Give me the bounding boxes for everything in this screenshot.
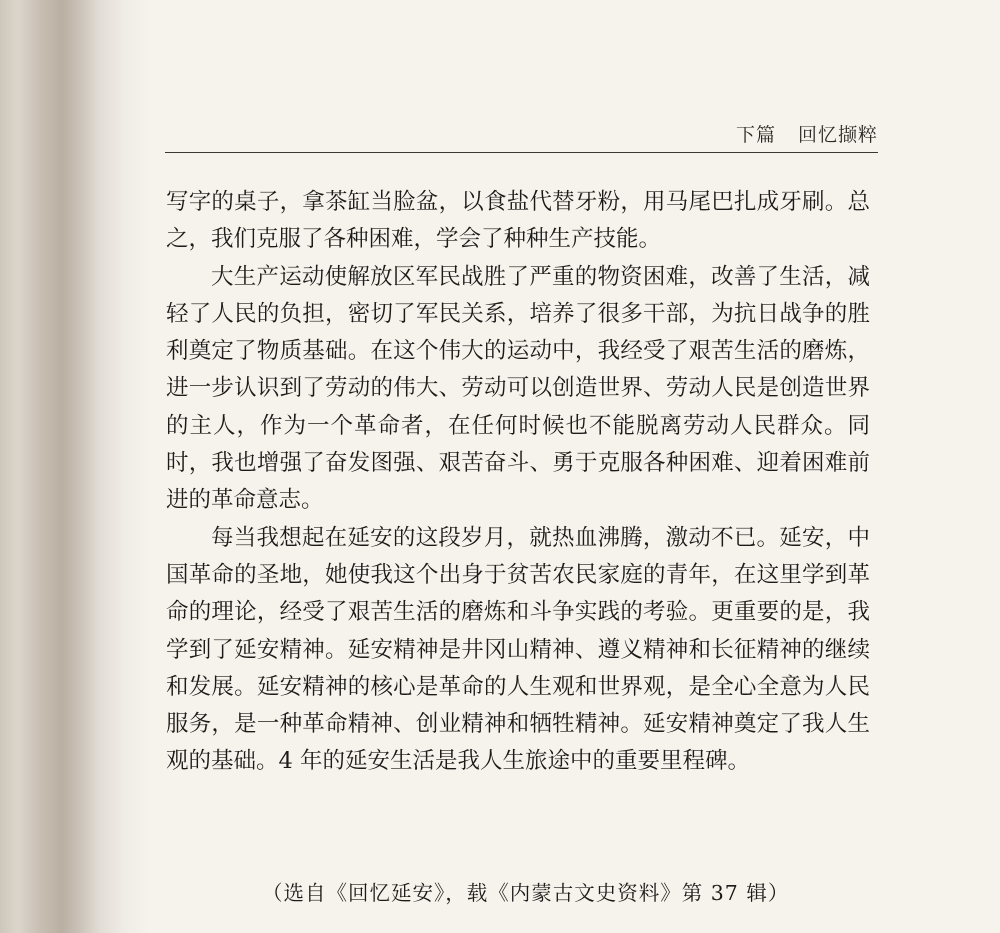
source-citation: （选自《回忆延安》，载《内蒙古文史资料》第 37 辑） (262, 881, 790, 905)
running-head-section: 下篇 (735, 124, 776, 146)
running-head (736, 120, 878, 147)
body-text (166, 184, 870, 781)
header-rule (165, 152, 878, 153)
paragraph-production-movement: 大生产运动使解放区军民战胜了严重的物资困难，改善了生活，减轻了人民的负担，密切了军民关系，培养了很多干部，为抗日战争的胜利奠定了物质基础。在这个伟大的运动中，我经受了艰苦生活的磨炼，进一步认识到了劳动的伟大、劳动可以创造世界、劳动人民是创造世界的主人，作为一个革命者，在任何时候也不能脱离劳动人民群众。同时，我也增强了奋发图强、艰苦奋斗、勇于克服各种困难、迎着困难前进的革命意志。 (166, 263, 870, 514)
paragraph-continuation: 写字的桌子，拿茶缸当脸盆，以食盐代替牙粉，用马尾巴扎成牙刷。总之，我们克服了各种困难，学会了种种生产技能。 (166, 189, 870, 253)
running-head-title: 回忆撷粹 (797, 124, 878, 146)
paragraph-yanan-spirit: 每当我想起在延安的这段岁月，就热血沸腾，激动不已。延安，中国革命的圣地，她使我这个出身于贫苦农民家庭的青年，在这里学到革命的理论，经受了艰苦生活的磨炼和斗争实践的考验。更重要的是，我学到了延安精神。延安精神是井冈山精神、遵义精神和长征精神的继续和发展。延安精神的核心是革命的人生观和世界观，是全心全意为人民服务，是一种革命精神、创业精神和牺牲精神。延安精神奠定了我人生观的基础。4 年的延安生活是我人生旅途中的重要里程碑。 (166, 524, 870, 775)
